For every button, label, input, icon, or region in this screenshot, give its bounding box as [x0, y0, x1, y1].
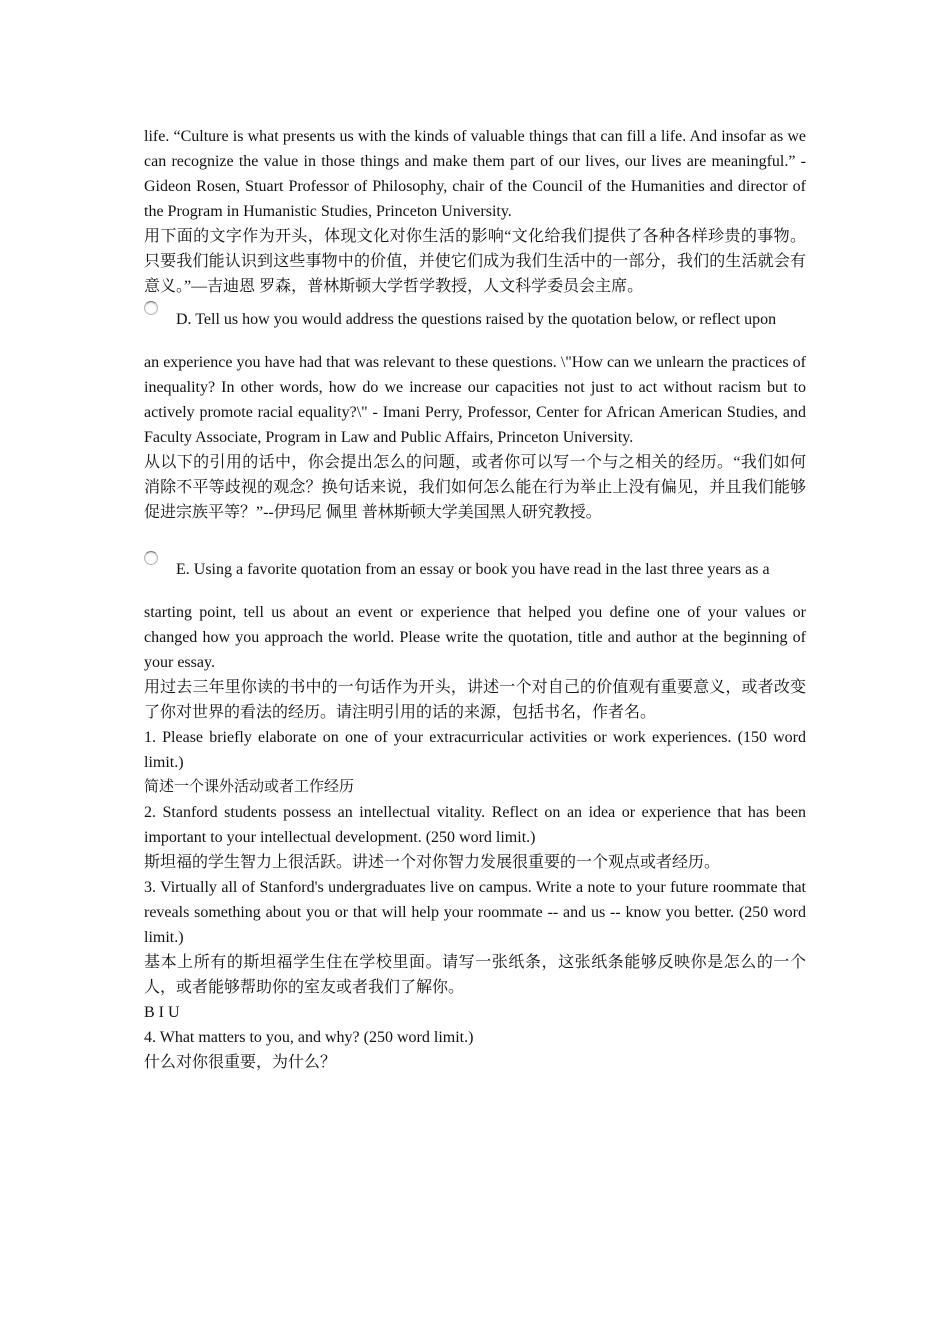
option-e-text: starting point, tell us about an event or experience that helped you define one of your values or changed how you approach the world. Please write the quotation, title and author at the beginning of your essay.	[144, 604, 806, 671]
option-d-radio[interactable]	[144, 301, 158, 315]
question-2: 2. Stanford students possess an intellectual vitality. Reflect on an idea or experience that has been important to your intellectual development. (250 word limit.)	[144, 804, 806, 846]
intro-quote-zh: 用下面的文字作为开头，体现文化对你生活的影响“文化给我们提供了各种各样珍贵的事物。只要我们能认识到这些事物中的价值，并使它们成为我们生活中的一部分，我们的生活就会有意义。”—吉迪恩 罗森，普林斯顿大学哲学教授，人文科学委员会主席。	[144, 228, 806, 295]
option-e[interactable]	[144, 557, 806, 582]
option-d-text: an experience you have had that was relevant to these questions. \"How can we unlearn the practices of inequality? In other words, how do we increase our capacities not just to act without racism but to actively promote racial equality?\" - Imani Perry, Professor, Center for African American Studies, and Faculty Associate, Program in Law and Public Affairs, Princeton University.	[144, 354, 806, 446]
option-e-lead: E. Using a favorite quotation from an essay or book you have read in the last three years as a	[176, 561, 770, 578]
question-3: 3. Virtually all of Stanford's undergraduates live on campus. Write a note to your future roommate that reveals something about you or that will help your roommate -- and us -- know you better. (250 word limit.)	[144, 879, 806, 946]
question-1-zh: 简述一个课外活动或者工作经历	[144, 779, 355, 795]
question-3-zh: 基本上所有的斯坦福学生住在学校里面。请写一张纸条，这张纸条能够反映你是怎么的一个人，或者能够帮助你的室友或者我们了解你。	[144, 954, 806, 996]
question-4: 4. What matters to you, and why? (250 word limit.)	[144, 1029, 474, 1046]
question-1: 1. Please briefly elaborate on one of your extracurricular activities or work experiences. (150 word limit.)	[144, 729, 806, 771]
option-d-zh: 从以下的引用的话中，你会提出怎么的问题，或者你可以写一个与之相关的经历。“我们如何消除不平等歧视的观念？换句话来说，我们如何怎么能在行为举止上没有偏见，并且我们能够促进宗族平等？”--伊玛尼 佩里 普林斯顿大学美国黑人研究教授。	[144, 454, 806, 521]
option-e-zh: 用过去三年里你读的书中的一句话作为开头，讲述一个对自己的价值观有重要意义，或者改变了你对世界的看法的经历。请注明引用的话的来源，包括书名，作者名。	[144, 679, 806, 721]
option-d[interactable]	[144, 307, 806, 332]
question-4-zh: 什么对你很重要，为什么？	[144, 1054, 337, 1071]
option-e-radio[interactable]	[144, 551, 158, 565]
option-d-lead: D. Tell us how you would address the questions raised by the quotation below, or reflect upon	[176, 311, 777, 328]
format-toolbar-text: B I U	[144, 1004, 180, 1021]
intro-quote-en: life. “Culture is what presents us with the kinds of valuable things that can fill a life. And insofar as we can recognize the value in those things and make them part of our lives, our lives are meaningful.” - Gideon Rosen, Stuart Professor of Philosophy, chair of the Council of the Humanities and director of the Program in Humanistic Studies, Princeton University.	[144, 128, 806, 220]
document-page	[144, 124, 806, 1075]
question-2-zh: 斯坦福的学生智力上很活跃。讲述一个对你智力发展很重要的一个观点或者经历。	[144, 854, 721, 871]
